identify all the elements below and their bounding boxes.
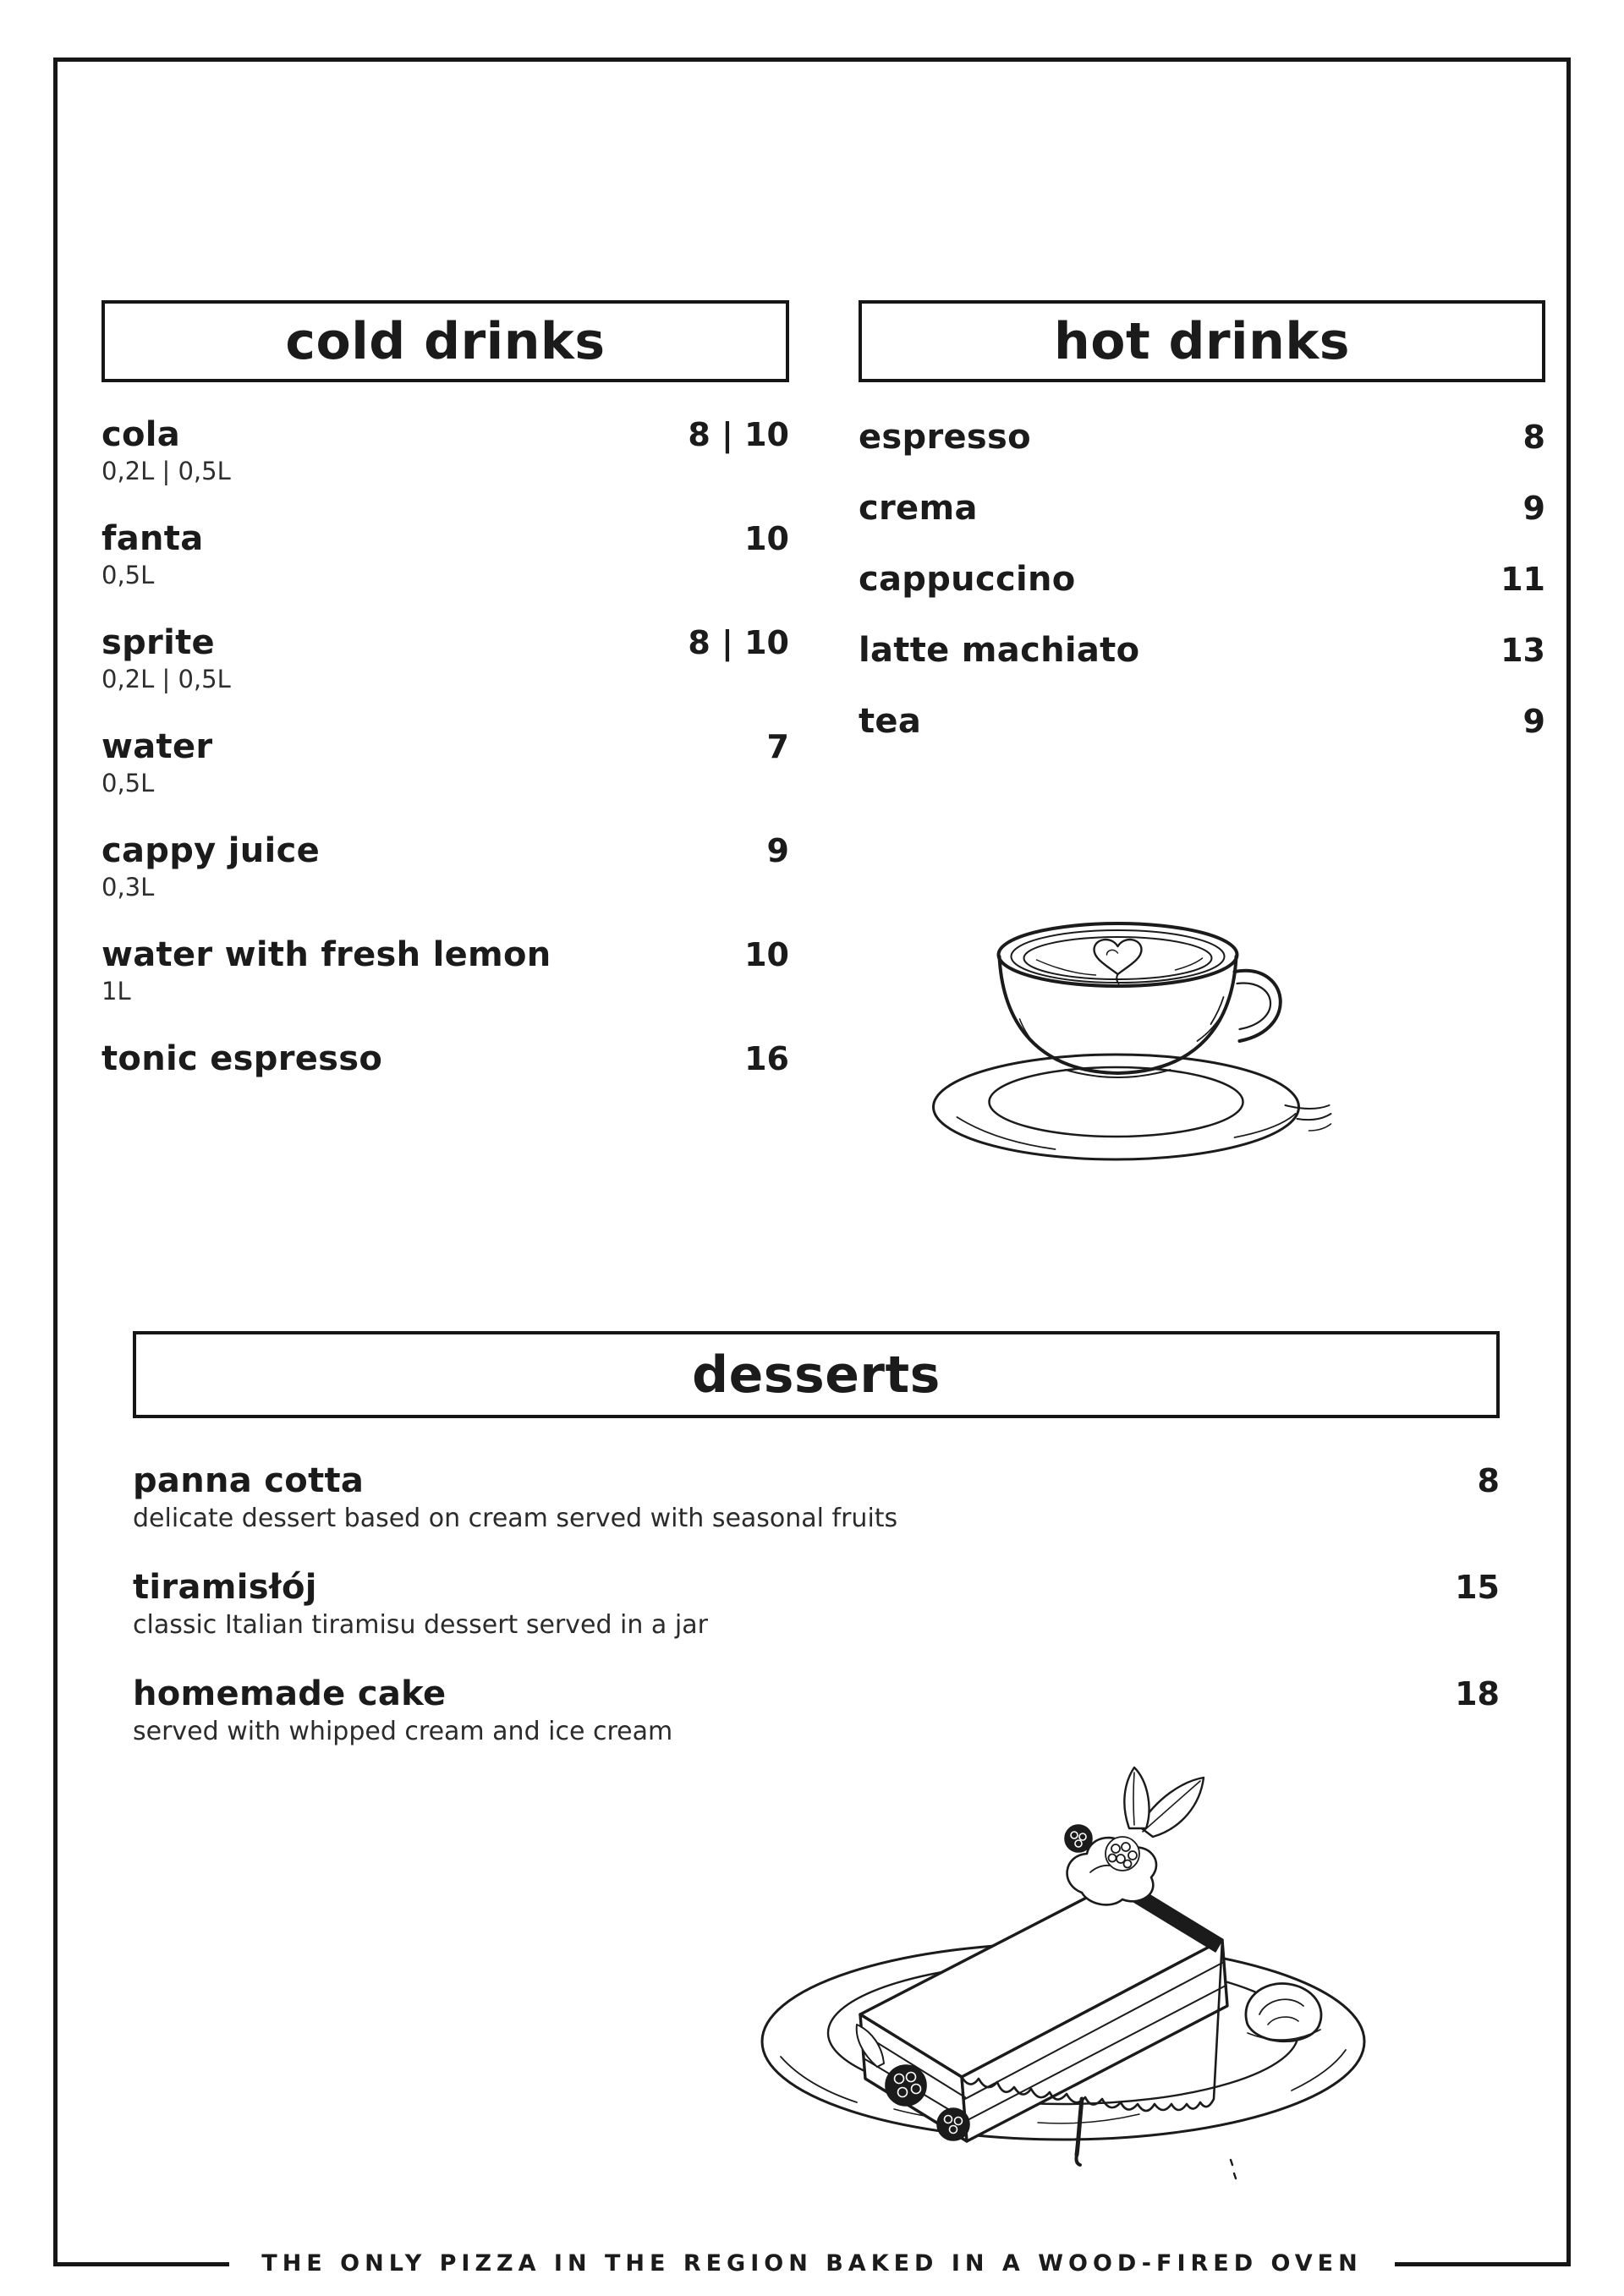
item-price: 10 <box>744 520 789 557</box>
item-price: 8 <box>1477 1462 1500 1499</box>
menu-item-water-lemon <box>102 934 789 1006</box>
desserts-title: desserts <box>692 1345 941 1405</box>
menu-item-crema <box>859 488 1545 529</box>
item-name: cola <box>102 415 181 454</box>
hot-drinks-header <box>859 300 1545 382</box>
item-price: 9 <box>1522 703 1545 740</box>
menu-item-cola <box>102 414 789 486</box>
desserts-header <box>133 1331 1500 1418</box>
item-size: 1L <box>102 977 131 1006</box>
menu-item-tonic-espresso <box>102 1038 789 1079</box>
menu-item-espresso <box>859 417 1545 458</box>
footer-tagline <box>53 2249 1571 2279</box>
item-price: 13 <box>1501 632 1545 669</box>
cold-drinks-list <box>102 414 789 1079</box>
item-name: homemade cake <box>133 1674 447 1713</box>
item-description: delicate dessert based on cream served with seasonal fruits <box>133 1504 898 1533</box>
item-price: 8 | 10 <box>688 624 789 661</box>
item-name: crema <box>859 489 978 528</box>
menu-item-fanta <box>102 518 789 590</box>
cold-drinks-header <box>102 300 789 382</box>
item-name: tiramisłój <box>133 1568 317 1607</box>
item-price: 18 <box>1455 1675 1500 1712</box>
item-name: cappuccino <box>859 560 1076 599</box>
menu-item-tea <box>859 701 1545 742</box>
item-price: 7 <box>766 728 789 765</box>
item-price: 9 <box>766 832 789 869</box>
item-name: tonic espresso <box>102 1039 383 1078</box>
menu-item-panna-cotta <box>133 1460 1500 1535</box>
coffee-cup-illustration <box>901 858 1379 1180</box>
item-size: 0,5L <box>102 769 155 797</box>
menu-item-cappy-juice <box>102 830 789 902</box>
item-name: sprite <box>102 623 215 662</box>
item-name: water <box>102 727 213 766</box>
item-price: 11 <box>1501 561 1545 598</box>
cake-slice-illustration <box>691 1727 1452 2184</box>
item-price: 9 <box>1522 490 1545 527</box>
menu-item-tiramislo <box>133 1567 1500 1641</box>
item-name: latte machiato <box>859 631 1140 670</box>
hot-drinks-list <box>859 417 1545 742</box>
menu-item-sprite <box>102 622 789 694</box>
hot-drinks-title: hot drinks <box>1054 311 1350 371</box>
item-size: 0,2L | 0,5L <box>102 457 231 485</box>
menu-item-latte-machiato <box>859 630 1545 671</box>
cold-drinks-section <box>102 300 789 1079</box>
item-name: cappy juice <box>102 831 321 870</box>
item-size: 0,2L | 0,5L <box>102 665 231 693</box>
item-name: tea <box>859 702 922 741</box>
item-size: 0,5L <box>102 561 155 589</box>
item-price: 8 <box>1522 419 1545 456</box>
item-name: fanta <box>102 519 204 558</box>
desserts-list <box>133 1460 1500 1748</box>
menu-item-water <box>102 726 789 798</box>
item-name: espresso <box>859 418 1031 457</box>
item-name: water with fresh lemon <box>102 935 551 974</box>
item-description: served with whipped cream and ice cream <box>133 1717 673 1746</box>
item-price: 8 | 10 <box>688 416 789 453</box>
hot-drinks-section <box>859 300 1545 742</box>
item-size: 0,3L <box>102 873 155 901</box>
item-name: panna cotta <box>133 1461 365 1500</box>
footer-tagline-text: THE ONLY PIZZA IN THE REGION BAKED IN A WOOD-FIRED OVEN <box>229 2249 1394 2279</box>
desserts-section <box>133 1331 1500 1748</box>
item-price: 10 <box>744 936 789 973</box>
menu-item-cappuccino <box>859 559 1545 600</box>
item-price: 16 <box>744 1040 789 1077</box>
cold-drinks-title: cold drinks <box>285 311 606 371</box>
item-price: 15 <box>1455 1569 1500 1606</box>
item-description: classic Italian tiramisu dessert served in a jar <box>133 1610 708 1640</box>
